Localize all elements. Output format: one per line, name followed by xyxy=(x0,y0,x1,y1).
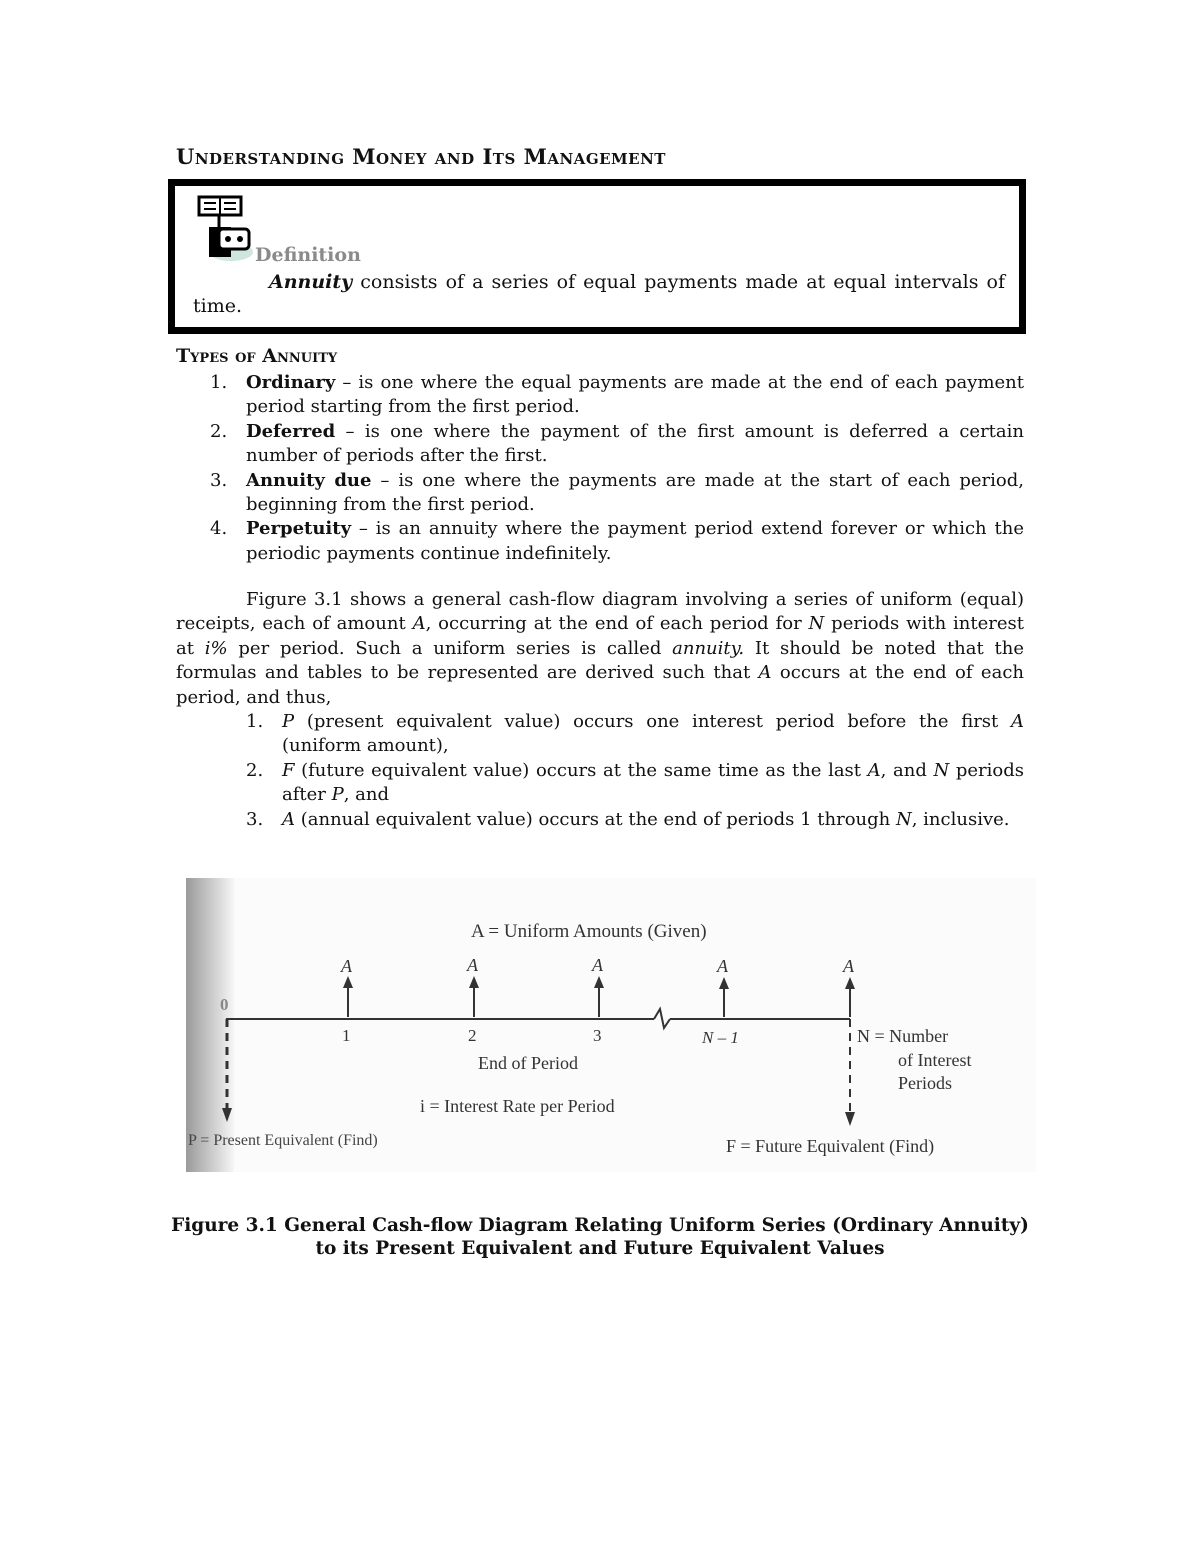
period-label: 3 xyxy=(593,1026,602,1045)
text-run: periods with interest at xyxy=(176,613,1024,659)
definition-body: consists of a series of equal payments made at equal intervals of time. xyxy=(193,271,1005,317)
item-term: Deferred xyxy=(246,420,336,442)
body-paragraph xyxy=(176,588,1024,710)
definition-term: Annuity xyxy=(269,271,353,293)
list-item xyxy=(176,808,1024,832)
book-icon xyxy=(197,194,257,264)
item-number: 3. xyxy=(210,469,228,491)
item-number: 4. xyxy=(210,518,228,540)
definition-text xyxy=(193,270,1005,318)
n-label-line-3: Periods xyxy=(898,1073,952,1093)
end-of-period-label: End of Period xyxy=(478,1053,578,1073)
variable: annuity. xyxy=(672,637,745,659)
text-run: , and xyxy=(343,784,390,806)
list-item xyxy=(176,517,1024,566)
cash-flow-diagram xyxy=(186,878,1036,1172)
definition-box xyxy=(168,179,1026,334)
item-term: Annuity due xyxy=(246,469,372,491)
text-run: , inclusive. xyxy=(911,808,1010,830)
period-label: N – 1 xyxy=(702,1028,739,1047)
variable: A xyxy=(282,808,295,830)
list-item xyxy=(176,710,1024,759)
period-label: 1 xyxy=(342,1026,351,1045)
types-heading: Types of Annuity xyxy=(176,345,338,367)
present-equivalent-label: P = Present Equivalent (Find) xyxy=(188,1132,378,1149)
item-number: 2. xyxy=(210,420,228,442)
definition-heading: Definition xyxy=(255,244,361,266)
text-run: (present equivalent value) occurs one interest period before the first xyxy=(294,711,1011,732)
list-item xyxy=(176,759,1024,808)
caption-line-1: Figure 3.1 General Cash-flow Diagram Relating Uniform Series (Ordinary Annuity) xyxy=(171,1215,1029,1236)
equivalents-list xyxy=(176,710,1024,832)
variable: F xyxy=(282,759,295,781)
variable: P xyxy=(331,784,344,806)
n-label-line-2: of Interest xyxy=(898,1050,972,1070)
text-run: It should be noted that the formulas and tables to be represented are derived such that xyxy=(176,637,1024,684)
n-label-line-1: N = Number xyxy=(857,1026,949,1046)
arrow-label: A xyxy=(717,956,728,976)
interest-rate-label: i = Interest Rate per Period xyxy=(420,1096,615,1116)
item-term: Ordinary xyxy=(246,372,336,393)
variable: P xyxy=(282,711,295,732)
item-term: Perpetuity xyxy=(246,518,352,540)
text-run: (annual equivalent value) occurs at the end of periods 1 through xyxy=(295,808,896,830)
arrow-label: A xyxy=(843,956,854,976)
item-text: – is one where the equal payments are made at the end of each payment period starting from the first period. xyxy=(246,372,1024,418)
text-run: (uniform amount), xyxy=(282,735,449,757)
item-number: 1. xyxy=(246,711,264,732)
item-number: 2. xyxy=(246,759,264,781)
list-item xyxy=(176,420,1024,469)
variable: N xyxy=(808,613,825,635)
variable: i% xyxy=(204,637,228,659)
item-number: 1. xyxy=(210,372,228,393)
variable: A xyxy=(1011,711,1024,732)
arrow-label: A xyxy=(341,956,352,976)
variable: A xyxy=(758,662,772,684)
figure-caption xyxy=(140,1214,1060,1260)
item-text: – is an annuity where the payment period extend forever or which the periodic payments continue indefinitely. xyxy=(246,518,1024,564)
variable: A xyxy=(412,613,426,635)
arrow-label: A xyxy=(467,955,478,975)
future-equivalent-label: F = Future Equivalent (Find) xyxy=(726,1136,935,1156)
text-run: per period. Such a uniform series is called xyxy=(227,637,673,659)
uniform-amounts-label: A = Uniform Amounts (Given) xyxy=(471,921,707,942)
item-text: – is one where the payments are made at the start of each period, beginning from the first period. xyxy=(246,469,1024,516)
text-run: (future equivalent value) occurs at the same time as the last xyxy=(294,759,868,781)
text-run: , occurring at the end of each period for xyxy=(425,613,809,635)
item-text: – is one where the payment of the first amount is deferred a certain number of periods after the first. xyxy=(246,420,1024,467)
page-title: Understanding Money and Its Management xyxy=(176,144,666,169)
variable: A xyxy=(867,759,881,781)
list-item xyxy=(176,469,1024,518)
variable: N xyxy=(933,759,950,781)
caption-line-2: to its Present Equivalent and Future Equivalent Values xyxy=(315,1238,885,1259)
list-item xyxy=(176,371,1024,420)
text-run: Figure 3.1 shows a general cash-flow diagram involving a series of uniform (equal) receipts, each of amount xyxy=(176,589,1024,635)
variable: N xyxy=(895,808,912,830)
arrow-label: A xyxy=(592,955,603,975)
item-number: 3. xyxy=(246,808,264,830)
period-zero-label: 0 xyxy=(220,995,229,1014)
text-run: periods after xyxy=(282,759,1024,806)
types-list xyxy=(176,371,1024,566)
text-run: occurs at the end of each period, and thus, xyxy=(176,662,1024,708)
text-run: , and xyxy=(880,759,934,781)
period-label: 2 xyxy=(468,1026,477,1045)
